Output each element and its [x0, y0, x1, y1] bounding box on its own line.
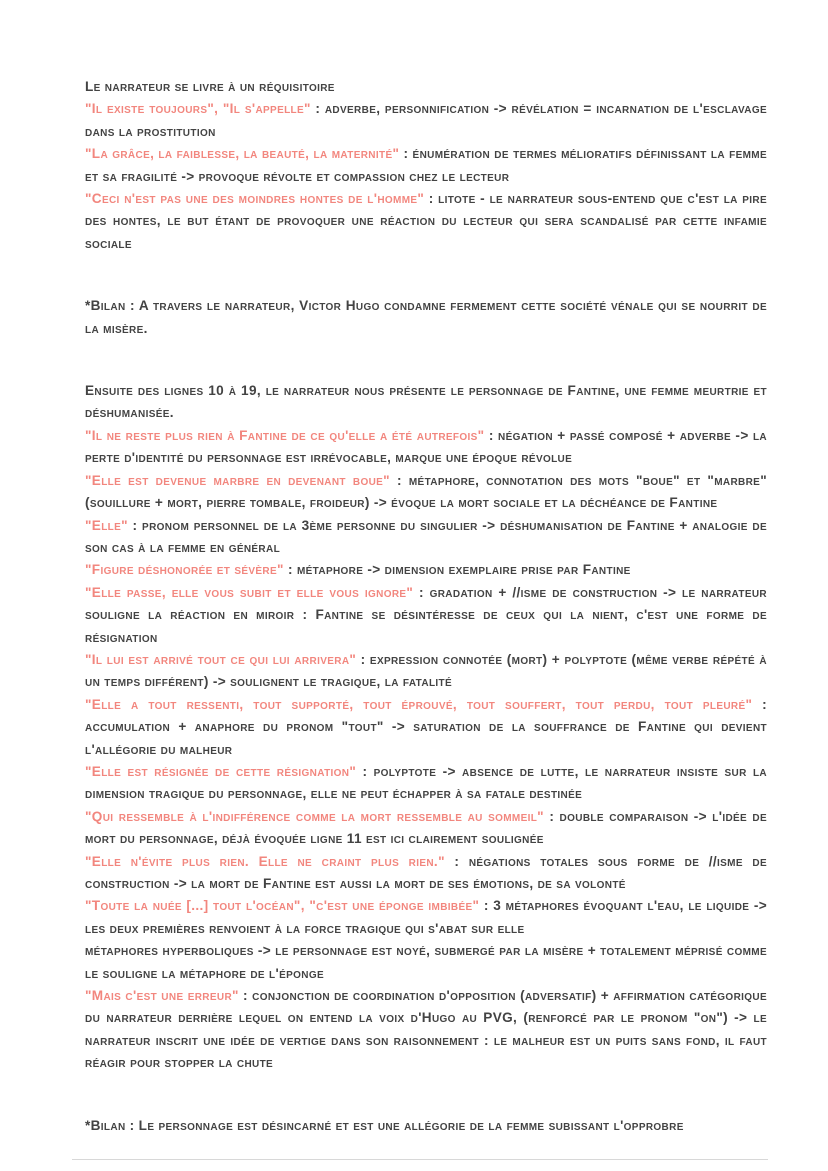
- paragraph: [85, 143, 767, 188]
- quoted-citation: "Elle": [85, 517, 128, 533]
- quoted-citation: "Figure déshonorée et sévère": [85, 562, 284, 578]
- analysis-text: : pronom personnel de la 3ème personne du singulier -> déshumanisation de Fantine + analogie de son cas à la femme en général: [85, 517, 767, 555]
- paragraph: [85, 76, 767, 98]
- analysis-text: : négation + passé composé + adverbe -> la perte d'identité du personnage est irrévocable, marque une époque révolue: [85, 427, 767, 466]
- analysis-text: *Bilan : Le personnage est désincarné et est une allégorie de la femme subissant l'opprobre: [85, 1117, 684, 1133]
- paragraph: [85, 470, 767, 515]
- analysis-text: : conjonction de coordination d'opposition (adversatif) + affirmation catégorique du narrateur derrière lequel on entend la voix d'Hugo au PVG, (renforcé par le pronom "on") -> le narrateur inscrit une idée de vertige dans son raisonnement : le malheur est un puits sans fond, il faut réagir pour stopper la chute: [85, 988, 767, 1071]
- analysis-text: : énumération de termes mélioratifs définissant la femme et sa fragilité -> provoque révolte et compassion chez le lecteur: [85, 146, 767, 184]
- paragraph: [85, 851, 767, 896]
- page-divider: [72, 1159, 768, 1160]
- paragraph: [85, 761, 767, 806]
- paragraph: [85, 295, 767, 340]
- quoted-citation: "Qui ressemble à l'indifférence comme la mort ressemble au sommeil": [85, 808, 544, 824]
- paragraph: [85, 806, 767, 851]
- quoted-citation: "Ceci n'est pas une des moindres hontes de l'homme": [85, 191, 425, 207]
- paragraph: [85, 98, 767, 143]
- quoted-citation: "Toute la nuée [...] tout l'océan", "c'est une éponge imbibée": [85, 898, 480, 914]
- paragraph: [85, 649, 767, 694]
- paragraph: [85, 380, 767, 425]
- quoted-citation: "Elle est devenue marbre en devenant boue": [85, 472, 390, 488]
- analysis-text: : métaphore, connotation des mots "boue" et "marbre" (souillure + mort, pierre tombale, froideur) -> évoque la mort sociale et la déchéance de Fantine: [85, 472, 767, 511]
- paragraph: [85, 188, 767, 255]
- analysis-text: : polyptote -> absence de lutte, le narrateur insiste sur la dimension tragique du personnage, elle ne peut échapper à sa fatale destinée: [85, 763, 768, 802]
- analysis-text: Ensuite des lignes 10 à 19, le narrateur nous présente le personnage de Fantine, une femme meurtrie et déshumanisée.: [85, 383, 767, 421]
- quoted-citation: "Mais c'est une erreur": [85, 988, 239, 1004]
- analysis-text: métaphores hyperboliques -> le personnage est noyé, submergé par la misère + totalement méprisé comme le souligne la métaphore de l'éponge: [85, 943, 767, 981]
- analysis-text: : litote - le narrateur sous-entend que c'est la pire des hontes, le but étant de provoquer une réaction du lecteur qui sera scandalisé par cette infamie sociale: [85, 191, 767, 251]
- paragraph: [85, 940, 767, 985]
- quoted-citation: "Il lui est arrivé tout ce qui lui arrivera": [85, 651, 357, 667]
- paragraph: [85, 694, 767, 761]
- quoted-citation: "Elle a tout ressenti, tout supporté, tout éprouvé, tout souffert, tout perdu, tout pleuré": [85, 696, 753, 712]
- analysis-text: : expression connotée (mort) + polyptote (même verbe répété à un temps différent) -> soulignent le tragique, la fatalité: [85, 651, 767, 690]
- analysis-text: : négations totales sous forme de //isme de construction -> la mort de Fantine est aussi la mort de ses émotions, de sa volonté: [85, 853, 767, 891]
- quoted-citation: "Il existe toujours", "Il s'appelle": [85, 101, 311, 117]
- analysis-text: : double comparaison -> l'idée de mort du personnage, déjà évoquée ligne 11 est ici clairement soulignée: [85, 808, 768, 847]
- paragraph: [85, 425, 767, 470]
- analysis-text: : accumulation + anaphore du pronom "tout" -> saturation de la souffrance de Fantine qui devient l'allégorie du malheur: [85, 696, 767, 757]
- paragraph: [85, 1115, 767, 1137]
- analysis-text: Le narrateur se livre à un réquisitoire: [85, 79, 335, 94]
- paragraph: [85, 515, 767, 560]
- paragraph: [85, 582, 767, 649]
- quoted-citation: "Il ne reste plus rien à Fantine de ce qu'elle a été autrefois": [85, 427, 485, 443]
- paragraph: [85, 895, 767, 940]
- analysis-text: : métaphore -> dimension exemplaire prise par Fantine: [283, 562, 631, 578]
- analysis-text: *Bilan : A travers le narrateur, Victor Hugo condamne fermement cette société vénale qui se nourrit de la misère.: [85, 298, 767, 336]
- quoted-citation: "Elle passe, elle vous subit et elle vous ignore": [85, 584, 414, 600]
- paragraph: [85, 985, 767, 1075]
- analysis-text: : 3 métaphores évoquant l'eau, le liquide -> les deux premières renvoient à la force tragique qui s'abat sur elle: [85, 898, 768, 936]
- analysis-text: : adverbe, personnification -> révélation = incarnation de l'esclavage dans la prostitution: [85, 101, 767, 139]
- quoted-citation: "Elle est résignée de cette résignation": [85, 763, 357, 779]
- notes-content: [85, 76, 767, 1137]
- paragraph: [85, 559, 767, 581]
- quoted-citation: "La grâce, la faiblesse, la beauté, la maternité": [85, 146, 400, 162]
- analysis-text: : gradation + //isme de construction -> le narrateur souligne la réaction en miroir : Fantine se désintéresse de ceux qui la nient, c'est une forme de résignation: [85, 584, 767, 645]
- quoted-citation: "Elle n'évite plus rien. Elle ne craint plus rien.": [85, 853, 445, 869]
